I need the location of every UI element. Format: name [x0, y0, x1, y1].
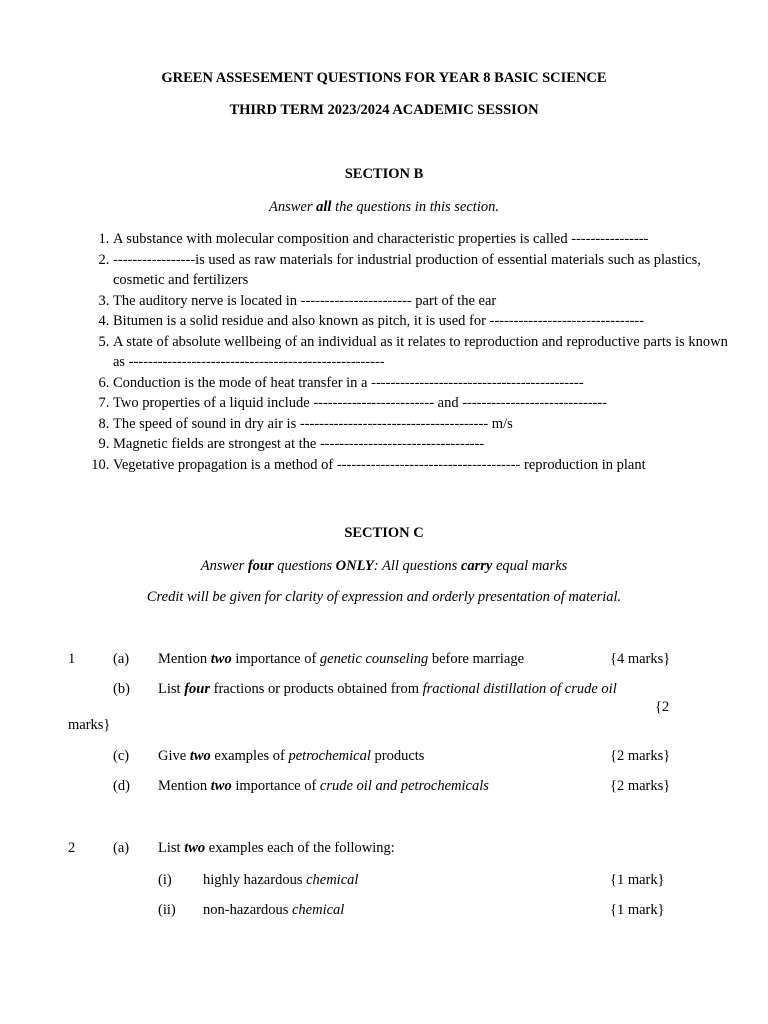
list-item: 6. Conduction is the mode of heat transfer in a --------------------------------------------	[113, 373, 743, 394]
marks-label: {4 marks}	[610, 651, 671, 667]
question-text: non-hazardous chemical	[203, 902, 345, 918]
section-b-question-list	[68, 229, 743, 475]
question-text: List two examples each of the following:	[158, 840, 395, 856]
list-item: 5. A state of absolute wellbeing of an individual as it relates to reproduction and reproductive parts is known as -----------------------------------------------------	[113, 332, 743, 373]
section-b-instruction	[0, 199, 768, 216]
document-title: GREEN ASSESEMENT QUESTIONS FOR YEAR 8 BASIC SCIENCE	[161, 70, 607, 86]
question-text: Mention two importance of crude oil and petrochemicals	[158, 778, 489, 794]
instruction-text: : All questions	[373, 558, 461, 574]
list-item: 2. -----------------is used as raw materials for industrial production of essential materials such as plastics, cosmetic and fertilizers	[113, 250, 743, 291]
marks-label: {2 marks}	[610, 778, 671, 794]
question-text: Mention two importance of genetic counseling before marriage	[158, 651, 525, 667]
question-text: List four fractions or products obtained from fractional distillation of crude oil	[158, 681, 617, 697]
marks-label: {1 mark}	[610, 902, 665, 918]
instruction-text: Answer	[269, 199, 317, 215]
part-letter: (c)	[113, 748, 130, 764]
question-number: 2	[68, 840, 76, 856]
instruction-text: equal marks	[492, 558, 568, 574]
subpart-numeral: (i)	[158, 872, 172, 888]
marks-label: {2	[655, 699, 670, 715]
list-item: 3. The auditory nerve is located in ----------------------- part of the ear	[113, 291, 743, 312]
question-text: highly hazardous chemical	[203, 872, 359, 888]
marks-label-continued: marks}	[68, 717, 111, 733]
instruction-text: Answer	[200, 558, 248, 574]
instruction-emphasis: four	[247, 558, 274, 574]
document-subtitle: THIRD TERM 2023/2024 ACADEMIC SESSION	[229, 102, 539, 118]
marks-label: {1 mark}	[610, 872, 665, 888]
list-item: 4. Bitumen is a solid residue and also known as pitch, it is used for --------------------------------	[113, 311, 743, 332]
section-c-heading: SECTION C	[344, 525, 424, 541]
list-item: 10. Vegetative propagation is a method of -------------------------------------- reproduction in plant	[113, 455, 743, 476]
part-letter: (d)	[113, 778, 130, 794]
list-item: 9. Magnetic fields are strongest at the ----------------------------------	[113, 434, 743, 455]
instruction-text: questions	[273, 558, 336, 574]
section-c-credit-note: Credit will be given for clarity of expression and orderly presentation of material.	[146, 589, 622, 605]
instruction-emphasis: ONLY	[335, 558, 374, 574]
list-item: 7. Two properties of a liquid include ------------------------- and ------------------------------	[113, 393, 743, 414]
question-text: Give two examples of petrochemical products	[158, 748, 425, 764]
list-item: 8. The speed of sound in dry air is --------------------------------------- m/s	[113, 414, 743, 435]
instruction-emphasis: carry	[460, 558, 493, 574]
list-item: 1. A substance with molecular composition and characteristic properties is called ----------------	[113, 229, 743, 250]
question-number: 1	[68, 651, 76, 667]
instruction-emphasis: all	[316, 199, 332, 215]
marks-label: {2 marks}	[610, 748, 671, 764]
part-letter: (b)	[113, 681, 130, 697]
section-c-instruction	[0, 558, 768, 575]
instruction-text: the questions in this section.	[331, 199, 499, 215]
part-letter: (a)	[113, 651, 130, 667]
section-b-heading: SECTION B	[344, 166, 424, 182]
part-letter: (a)	[113, 840, 130, 856]
subpart-numeral: (ii)	[158, 902, 176, 918]
